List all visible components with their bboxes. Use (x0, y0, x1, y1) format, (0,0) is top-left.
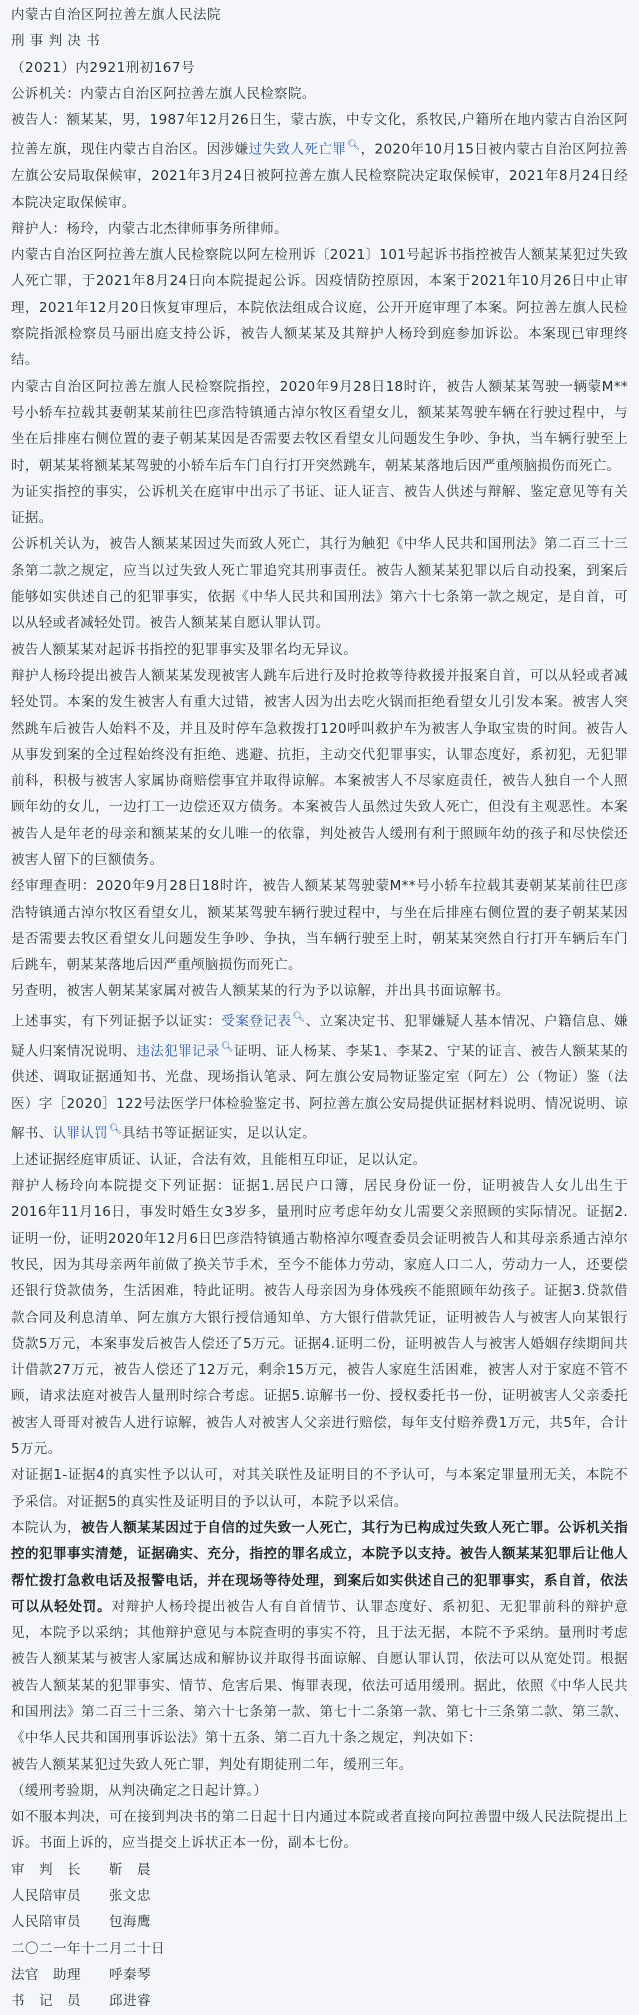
signature-clerk: 书 记 员 邱进睿 (11, 1993, 151, 2010)
search-icon[interactable]: 🔍︎ (108, 1123, 123, 1135)
forgiveness-paragraph: 另查明，被害人朝某某家属对被告人额某某的行为予以谅解，并出具书面谅解书。 (11, 983, 510, 1000)
crime-link[interactable]: 过失致人死亡罪 (248, 141, 347, 158)
signature-juror-1: 人民陪审员 张文忠 (11, 1888, 151, 1905)
evidence-text-d: 具结书等证据证实，足以认定。 (122, 1125, 316, 1142)
indictment-paragraph: 内蒙古自治区阿拉善左旗人民检察院指控，2020年9月28日18时许，被告人额某某驾驶一辆蒙M**号小轿车拉载其妻朝某某前往巴彦浩特镇通古淖尔牧区看望女儿，额某某驾驶车辆在行驶过程中，与坐在后排座右侧位置的妻子朝某某因是否需要去牧区看望女儿问题发生争吵、争执，当车辆行驶至上时，朝某某将额某某驾驶的小轿车后车门自行打开突然跳车，朝某某落地后因严重颅脑损伤而死亡。 (11, 378, 628, 474)
prosecutor-line: 公诉机关：内蒙古自治区阿拉善左旗人民检察院。 (11, 85, 316, 102)
verdict-line: 被告人额某某犯过失致人死亡罪，判处有期徒刑二年，缓刑三年。 (11, 1756, 413, 1773)
prosecution-evidence-paragraph: 为证实指控的事实，公诉机关在庭审中出示了书证、证人证言、被告人供述与辩解、鉴定意见等有关证据。 (11, 483, 628, 527)
evidence-text-c: 证明、证人杨某、李某1、李某2、宁某的证言、被告人额某某的供述、调取证据通知书、光盘、现场指认笔录、阿左旗公安局物证鉴定室（阿左）公（物证）鉴（法医）字［2020］122号法医学尸体检验鉴定书、阿拉善左旗公安局提供证据材料说明、情况说明、谅解书、 (11, 1043, 628, 1142)
evidence-opinion-paragraph: 对证据1-证据4的真实性予以认可，对其关联性及证明目的不予认可，与本案定罪量刑无关，本院不予采信。对证据5的真实性及证明目的予以认可，本院予以采信。 (11, 1467, 628, 1510)
plea-link[interactable]: 认罪认罚 (52, 1125, 108, 1142)
defendant-statement: 被告人额某某对起诉书指控的犯罪事实及罪名均无异议。 (11, 641, 358, 658)
evidence-confirm-paragraph: 上述证据经庭审质证、认证，合法有效，且能相互印证，足以认定。 (11, 1151, 427, 1168)
court-opinion-bold: 被告人额某某因过于自信的过失致一人死亡，其行为已构成过失致人死亡罪。公诉机关指控的犯罪事实清楚，证据确实、充分，指控的罪名成立，本院予以支持。被告人额某某犯罪后让他人帮忙拨打急救电话及报警电话，并在现场等待处理，到案后如实供述自己的犯罪事实，系自首，依法可以从轻处罚。 (11, 1519, 628, 1615)
prosecutor-opinion-paragraph: 公诉机关认为，被告人额某某因过失而致人死亡，其行为触犯《中华人民共和国刑法》第二百三十三条第二款之规定，应当以过失致人死亡罪追究其刑事责任。被告人额某某犯罪以后自动投案，到案后能够如实供述自己的犯罪事实，依据《中华人民共和国刑法》第六十七条第一款之规定，是自首，可以从轻或者减轻处罚。被告人额某某自愿认罪认罚。 (11, 536, 628, 632)
evidence-text-b: 、立案决定书、犯罪嫌疑人基本情况、户籍信息、嫌疑人归案情况说明、 (11, 1013, 628, 1060)
evidence-list-paragraph (11, 1005, 628, 1147)
defender-line: 辩护人：杨玲，内蒙古北杰律师事务所律师。 (11, 220, 288, 237)
signature-juror-2: 人民陪审员 包海鹰 (11, 1914, 151, 1931)
case-number: （2021）内2921刑初167号 (11, 59, 195, 76)
document-type: 刑 事 判 决 书 (11, 33, 101, 50)
signature-assistant: 法官 助理 呼秦琴 (11, 1966, 151, 1983)
defense-evidence-paragraph: 辩护人杨玲向本院提交下列证据：证据1.居民户口簿，居民身份证一份，证明被告人女儿出生于2016年11月16日，事发时婚生女3岁多，量刑时应考虑年幼女儿需要父亲照顾的实际情况。证据2.证明一份，证明2020年12月6日巴彦浩特镇通古勒格淖尔嘎查委员会证明被告人和其母亲系通古淖尔牧民，因为其母亲两年前做了换关节手术，至今不能体力劳动，家庭人口二人，劳动力一人，还要偿还银行贷款债务，生活困难，特此证明。被告人母亲因为身体残疾不能照顾年幼孩子。证据3.贷款借款合同及利息清单、阿左旗方大银行授信通知单、方大银行借款凭证，证明被告人与被害人向某银行贷款5万元，本案事发后被告人偿还了5万元。证据4.证明二份，证明被告人与被害人婚姻存续期间共计借款27万元，被告人偿还了12万元，剩余15万元，被告人家庭生活困难，被害人对于家庭不管不顾，请求法庭对被告人量刑时综合考虑。证据5.谅解书一份、授权委托书一份，证明被害人父亲委托被害人哥哥对被告人进行谅解，被告人对被害人父亲进行赔偿，每年支付赔养费1万元，共5年，合计5万元。 (11, 1178, 628, 1458)
search-icon[interactable]: 🔍︎ (347, 140, 361, 152)
signature-presiding-judge: 审 判 长 靳 晨 (11, 1861, 151, 1878)
court-opinion-paragraph (11, 1515, 628, 1752)
signature-date: 二〇二一年十二月二十日 (11, 1940, 165, 1957)
procedure-paragraph: 内蒙古自治区阿拉善左旗人民检察院以阿左检刑诉〔2021〕101号起诉书指控被告人额某某犯过失致人死亡罪，于2021年8月24日向本院提起公诉。因疫情防控原因，本案于2021年10月26日中止审理，2021年12月20日恢复审理后，本院依法组成合议庭，公开开庭审理了本案。阿拉善左旗人民检察院指派检察员马丽出庭支持公诉，被告人额某某及其辩护人杨玲到庭参加诉讼。本案现已审理终结。 (11, 247, 628, 369)
evidence-text-a: 上述事实，有下列证据予以证实： (11, 1013, 222, 1030)
defendant-text-b: ，2020年10月15日被内蒙古自治区阿拉善左旗公安局取保候审，2021年3月24日被阿拉善左旗人民检察院决定取保候审，2021年8月24日经本院决定取保候审。 (11, 141, 628, 211)
defense-opinion-paragraph: 辩护人杨玲提出被告人额某某发现被害人跳车后进行及时抢救等待救援并报案自首，可以从轻或者减轻处罚。本案的发生被害人有重大过错，被害人因为出去吃火锅而拒绝看望女儿引发本案。被害人突然跳车后被告人始料不及，并且及时停车急救拨打120呼叫救护车为被害人争取宝贵的时间。被告人从事发到案的全过程始终没有拒绝、逃避、抗拒，主动交代犯罪事实，认罪态度好，系初犯，无犯罪前科，积极与被害人家属协商赔偿事宜并取得谅解。本案被害人不尽家庭责任，被告人独自一个人照顾年幼的女儿，一边打工一边偿还双方债务。本案被告人虽然过失致人死亡，但没有主观恶性。本案被告人是年老的母亲和额某某的女儿唯一的依靠，判处被告人缓刑有利于照顾年幼的孩子和尽快偿还被害人留下的巨额债务。 (11, 667, 628, 868)
search-icon[interactable]: 🔍︎ (220, 1041, 235, 1053)
court-opinion-intro: 本院认为， (11, 1519, 82, 1536)
facts-found-paragraph: 经审理查明：2020年9月28日18时许，被告人额某某驾驶蒙M**号小轿车拉载其妻朝某某前往巴彦浩特镇通古淖尔牧区看望女儿，额某某驾驶车辆行驶过程中，与坐在后排座右侧位置的妻子朝某某因是否需要去牧区看望女儿问题发生争吵、争执，当车辆行驶至上时，朝某某突然自行打开车辆后车门后跳车，朝某某落地后因严重颅脑损伤而死亡。 (11, 878, 628, 974)
defendant-paragraph (11, 107, 628, 216)
court-name: 内蒙古自治区阿拉善左旗人民法院 (11, 7, 221, 23)
appeal-paragraph: 如不服本判决，可在接到判决书的第二日起十日内通过本院或者直接向阿拉善盟中级人民法院提出上诉。书面上诉的，应当提交上诉状正本一份，副本七份。 (11, 1809, 628, 1852)
case-registration-link[interactable]: 受案登记表 (221, 1013, 292, 1030)
criminal-record-link[interactable]: 违法犯罪记录 (136, 1043, 220, 1060)
search-icon[interactable]: 🔍︎ (292, 1011, 306, 1023)
court-opinion-rest: 对辩护人杨玲提出被告人有自首情节、认罪态度好、系初犯、无犯罪前科的辩护意见，本院予以采纳；其他辩护意见与本院查明的事实不符，且于法无据，本院不予采纳。量刑时考虑被告人额某某与被害人家属达成和解协议并取得书面谅解、自愿认罪认罚，依法可以从宽处罚。根据被告人额某某的犯罪事实、情节、危害后果、悔罪表现，依法可适用缓刑。据此，依照《中华人民共和国刑法》第二百三十三条、第六十七条第一款、第七十二条第一款、第七十三条第二款、第三款、《中华人民共和国刑事诉讼法》第十五条、第二百九十条之规定，判决如下： (11, 1598, 628, 1747)
probation-note: （缓刑考验期，从判决确定之日起计算。） (11, 1782, 268, 1799)
defendant-text-a: 被告人：额某某，男，1987年12月26日生，蒙古族，中专文化，系牧民,户籍所在地内蒙古自治区阿拉善左旗，现住内蒙古自治区。因涉嫌 (11, 112, 628, 158)
